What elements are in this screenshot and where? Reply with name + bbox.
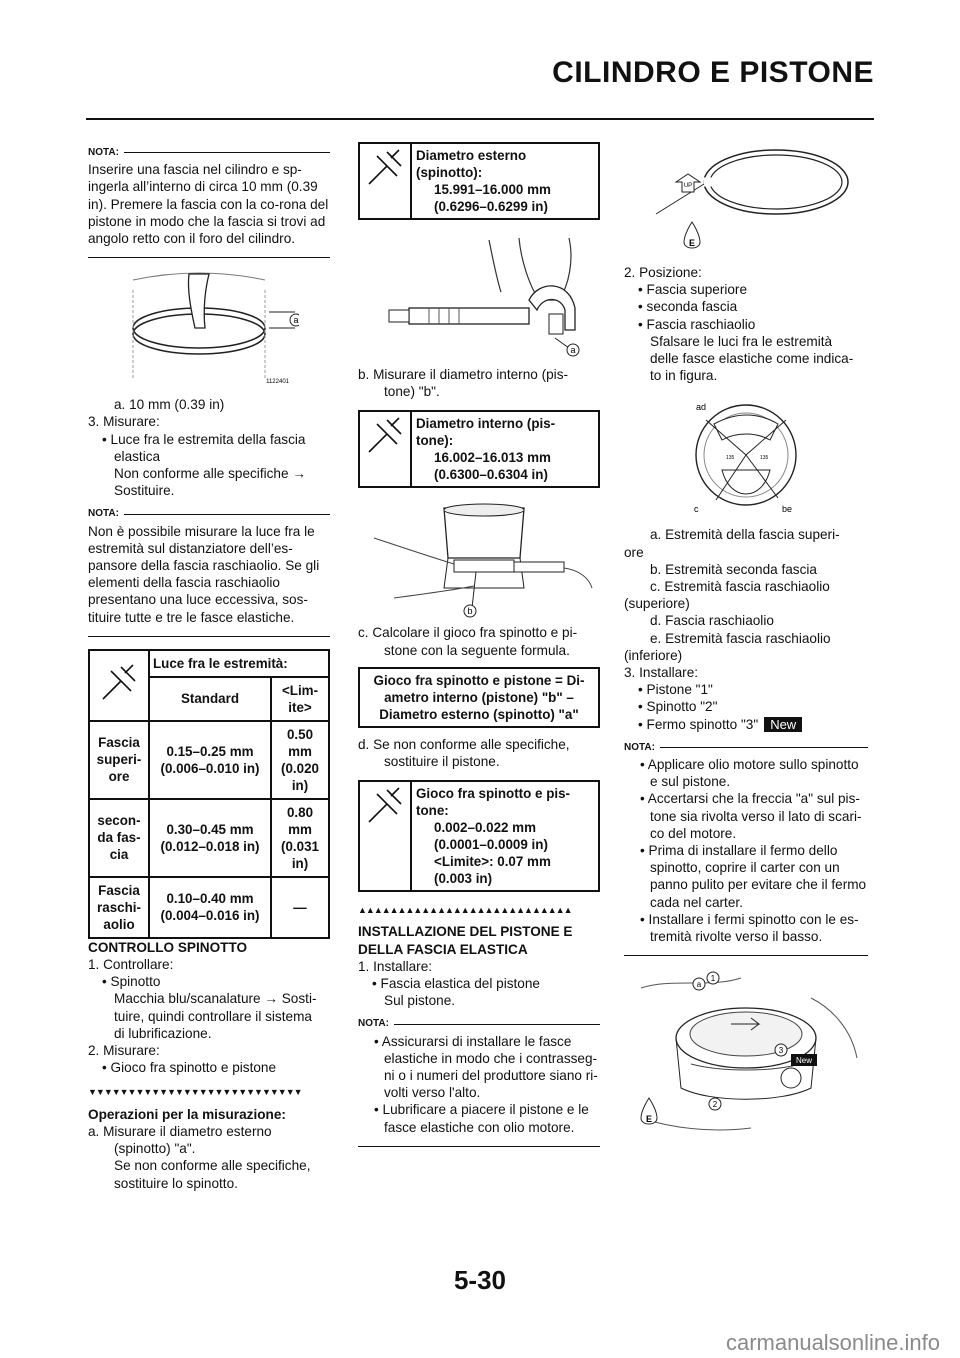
step-2: 2. Misurare:: [88, 1043, 160, 1059]
triangle-divider-up: ▲▲▲▲▲▲▲▲▲▲▲▲▲▲▲▲▲▲▲▲▲▲▲▲▲▲▲: [358, 905, 572, 916]
ring-gap-position-figure: [666, 390, 826, 520]
nota-bullet: • Applicare olio motore sullo spinotto e sul pistone.: [640, 757, 859, 790]
op-c: stone con la seguente formula.: [384, 642, 570, 658]
step-1: 1. Installare:: [358, 958, 433, 974]
nota-bullet: • Lubrificare a piacere il pistone e le fasce elastiche con olio motore.: [374, 1102, 589, 1135]
page-number: 5-30: [453, 1265, 507, 1295]
fig1-code: 1122401: [266, 379, 289, 386]
piston-install-figure: [631, 968, 861, 1138]
header-rule: [86, 118, 874, 120]
op-a: (spinotto) "a".: [114, 1141, 196, 1157]
fig5-ad: ad: [696, 402, 707, 413]
spec-value: 0.002–0.022 mm: [434, 820, 536, 836]
fig2-label: a: [570, 345, 576, 355]
ring-gap-figure: [119, 270, 299, 390]
fig4-up: UP: [683, 183, 693, 189]
op-a: a. Misurare il diametro esterno: [88, 1123, 272, 1139]
table-row: Fascia superi-ore 0.15–0.25 mm (0.006–0.010 in) 0.50 mm (0.020 in): [89, 721, 329, 799]
caliper-icon: [365, 148, 405, 188]
col-standard: Standard: [149, 677, 271, 721]
svg-text:135: 135: [726, 455, 735, 462]
table-row: secon-da fas-cia 0.30–0.45 mm (0.012–0.018 in) 0.80 mm (0.031 in): [89, 799, 329, 877]
nota-end-rule: [624, 955, 868, 956]
svg-text:135: 135: [760, 455, 769, 462]
spec-value: (0.6296–0.6299 in): [434, 199, 548, 214]
step3-bullet: • Luce fra le estremita della fascia: [102, 431, 306, 447]
step3-nc: Non conforme alle specifiche →: [114, 466, 306, 482]
nota-text: Inserire una fascia nel cilindro e sp-ingerla all’interno di circa 10 mm (0.39 in). Premere la fascia con la co-rona del pistone in modo che la fascia si trovi ad angolo retto con il foro del cilindro.: [88, 162, 329, 247]
col-limit: <Lim-ite>: [271, 677, 329, 721]
caption: a. Estremità della fascia superi-: [650, 527, 840, 543]
column-3: [624, 138, 868, 1144]
step-2-text: Sfalsare le luci fra le estremità: [650, 333, 833, 349]
formula-box: Gioco fra spinotto e pistone = Di-ametro interno (pistone) "b" – Diametro esterno (spinotto) "a": [358, 667, 600, 728]
spec-box: [358, 780, 600, 892]
page-title: CILINDRO E PISTONE: [552, 56, 874, 89]
op-b: tone) "b".: [384, 384, 440, 400]
nota-label: NOTA:: [88, 505, 330, 522]
step-2-bullet: • Fascia raschiaolio: [638, 316, 756, 332]
step-2-bullet: • Gioco fra spinotto e pistone: [102, 1060, 277, 1076]
ops-title: Operazioni per la misurazione:: [88, 1106, 286, 1122]
fig6-3: 3: [778, 1046, 784, 1056]
nota-text: Non è possibile misurare la luce fra le estremità sul distanziatore dell’es-pansore della fascia raschiaolio. Se gli elementi della fascia raschiaolio presentano una luce eccessiva, sos-tituire tutte e tre le fasce elastiche.: [88, 523, 320, 625]
watermark: carmanualsonline.info: [725, 1330, 940, 1355]
spec-value: <Limite>: 0.07 mm: [434, 854, 551, 870]
step-3-bullet: • Spinotto "2": [638, 699, 718, 715]
caliper-icon: [99, 663, 139, 703]
caption: d. Fascia raschiaolio: [650, 613, 774, 629]
fig3-label: b: [467, 606, 473, 617]
step-2-text: delle fasce elastiche come indica-: [650, 351, 854, 367]
fig6-new: New: [795, 1056, 813, 1066]
caption: b. Estremità seconda fascia: [650, 561, 817, 577]
spec-icon-cell: [89, 650, 149, 721]
spec-title: Diametro esterno: [416, 148, 527, 163]
op-b: b. Misurare il diametro interno (pis-: [358, 367, 569, 382]
step-1-text: Macchia blu/scanalature → Sosti-: [114, 991, 317, 1007]
caption: c. Estremità fascia raschiaolio: [650, 579, 830, 595]
step3: 3. Misurare:: [88, 414, 160, 430]
spec-value: 15.991–16.000 mm: [434, 182, 551, 197]
table-row: Fascia raschi-aolio 0.10–0.40 mm (0.004–0.016 in) —: [89, 877, 329, 938]
caption: (superiore): [624, 596, 690, 612]
caption: e. Estremità fascia raschiaolio: [650, 630, 831, 646]
spec-title: (spinotto):: [416, 165, 483, 180]
caliper-icon: [365, 416, 405, 456]
nota-end-rule: [88, 636, 330, 637]
fig6-e: E: [645, 1114, 653, 1125]
spec-box: [358, 142, 600, 220]
step3-repl: Sostituire.: [114, 483, 175, 499]
step-2-bullet: • Fascia superiore: [638, 282, 748, 298]
table-title: Luce fra le estremità:: [149, 650, 329, 677]
step-1-bullet: • Spinotto: [102, 974, 161, 990]
fig5-be: be: [782, 504, 793, 515]
nota-label: NOTA:: [88, 144, 330, 161]
nota-bullet: • Accertarsi che la freccia "a" sul pis-tone sia rivolta verso il lato di scari-co del motore.: [640, 791, 862, 841]
column-2: [358, 138, 600, 1159]
step-3-bullet: • Fermo spinotto "3" New: [624, 716, 868, 733]
fig6-1: 1: [710, 974, 716, 984]
nota-bullet: • Installare i fermi spinotto con le es-tremità rivolte verso il basso.: [640, 911, 859, 945]
caption: (inferiore): [624, 647, 683, 663]
step-1-bullet: • Fascia elastica del pistone: [372, 976, 540, 992]
op-a: Se non conforme alle specifiche,: [114, 1158, 311, 1174]
spec-value: (0.0001–0.0009 in): [434, 837, 548, 853]
spec-value: (0.6300–0.6304 in): [434, 467, 548, 483]
section-title: DELLA FASCIA ELASTICA: [358, 941, 528, 957]
caption: ore: [624, 544, 644, 560]
micrometer-pin-figure: [369, 230, 589, 360]
caliper-icon: [365, 786, 405, 826]
step-1-text: tuire, quindi controllare il sistema: [114, 1008, 312, 1024]
step-3-bullet: • Pistone "1": [638, 682, 713, 698]
caption-a: a. 10 mm (0.39 in): [114, 397, 225, 413]
fig5-c: c: [694, 504, 699, 515]
ring-gap-table: [88, 649, 330, 939]
fig6-a: a: [696, 980, 702, 990]
piston-bore-figure: [364, 498, 594, 618]
step-1: 1. Controllare:: [88, 957, 174, 973]
spec-title: Gioco fra spinotto e pis-: [416, 786, 570, 802]
nota-end-rule: [88, 257, 330, 258]
step-2-text: to in figura.: [650, 368, 718, 384]
nota-label: NOTA:: [358, 1015, 600, 1032]
step-1-text: di lubrificazione.: [114, 1025, 212, 1041]
step3-bullet-cont: elastica: [114, 448, 161, 464]
step-2: 2. Posizione:: [624, 265, 702, 280]
section-title: INSTALLAZIONE DEL PISTONE E: [358, 924, 573, 940]
piston-ring-figure: [636, 138, 856, 258]
spec-title: Diametro interno (pis-: [416, 416, 556, 432]
new-badge: New: [764, 717, 802, 732]
triangle-divider-down: ▼▼▼▼▼▼▼▼▼▼▼▼▼▼▼▼▼▼▼▼▼▼▼▼▼▼▼: [88, 1087, 302, 1098]
nota-bullet: • Assicurarsi di installare le fasce elastiche in modo che i contrasseg-ni o i numeri del produttore siano ri-volti verso l'alto.: [374, 1033, 598, 1101]
fig6-2: 2: [712, 1100, 718, 1110]
step-2-bullet: • seconda fascia: [638, 299, 738, 315]
fig1-label-a: a: [293, 315, 299, 326]
op-c: c. Calcolare il gioco fra spinotto e pi-: [358, 625, 578, 641]
spec-title: tone):: [416, 433, 454, 449]
spec-value: 16.002–16.013 mm: [434, 450, 551, 466]
nota-label: NOTA:: [624, 739, 868, 756]
op-a: sostituire lo spinotto.: [114, 1175, 238, 1191]
fig4-e: E: [688, 238, 696, 248]
op-d: d. Se non conforme alle specifiche,: [358, 736, 570, 752]
op-d: sostituire il pistone.: [384, 754, 500, 770]
step-1-text: Sul pistone.: [384, 993, 456, 1009]
section-title: CONTROLLO SPINOTTO: [88, 939, 248, 955]
nota-bullet: • Prima di installare il fermo dello spinotto, coprire il carter con un panno pulito per evitare che il fermo cada nel carter.: [640, 843, 867, 910]
nota-end-rule: [358, 1146, 600, 1147]
step-3: 3. Installare:: [624, 665, 699, 681]
column-1: [88, 138, 330, 1192]
spec-title: tone:: [416, 803, 449, 819]
spec-box: [358, 410, 600, 488]
spec-value: (0.003 in): [434, 871, 493, 887]
